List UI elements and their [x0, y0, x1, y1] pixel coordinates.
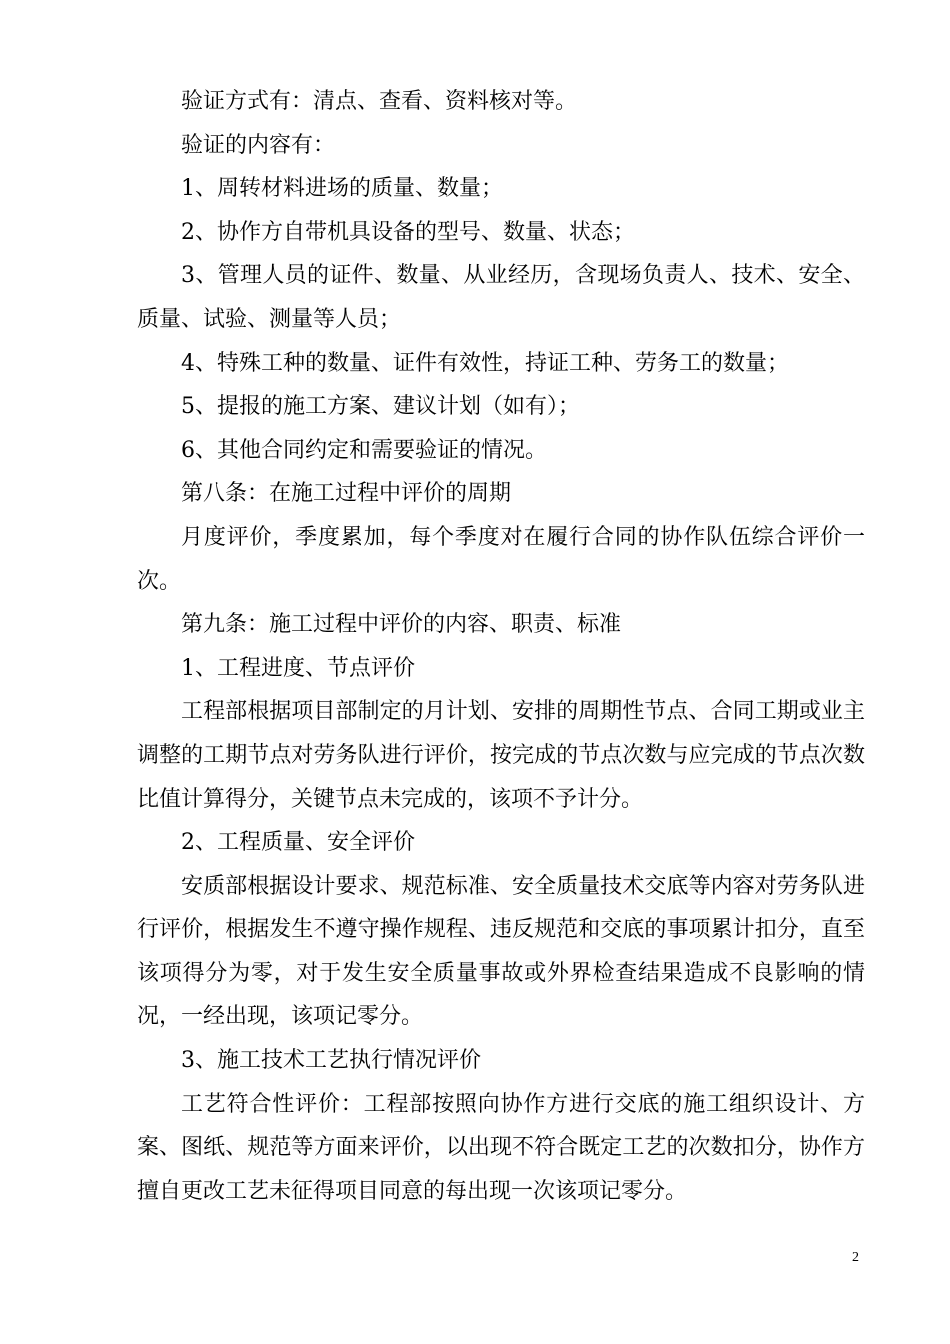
- section-1-body: 工程部根据项目部制定的月计划、安排的周期性节点、合同工期或业主调整的工期节点对劳务队进行评价，按完成的节点次数与应完成的节点次数比值计算得分，关键节点未完成的，该项不予计分。: [137, 699, 865, 812]
- list-item-6: 6、其他合同约定和需要验证的情况。: [181, 437, 547, 463]
- list-item-4: 4、特殊工种的数量、证件有效性，持证工种、劳务工的数量；: [181, 350, 789, 376]
- section-2-body: 安质部根据设计要求、规范标准、安全质量技术交底等内容对劳务队进行评价，根据发生不遵守操作规程、违反规范和交底的事项累计扣分，直至该项得分为零，对于发生安全质量事故或外界检查结果造成不良影响的情况，一经出现，该项记零分。: [137, 873, 865, 1030]
- list-item-3: 3、管理人员的证件、数量、从业经历，含现场负责人、技术、安全、质量、试验、测量等人员；: [137, 263, 865, 332]
- article-9-heading: 第九条：施工过程中评价的内容、职责、标准: [181, 612, 622, 638]
- article-8-heading: 第八条：在施工过程中评价的周期: [181, 481, 512, 507]
- section-3-body: 工艺符合性评价：工程部按照向协作方进行交底的施工组织设计、方案、图纸、规范等方面来评价，以出现不符合既定工艺的次数扣分，协作方擅自更改工艺未征得项目同意的每出现一次该项记零分。: [137, 1091, 865, 1204]
- section-2-heading: 2、工程质量、安全评价: [181, 830, 415, 856]
- document-body: [137, 80, 865, 1213]
- section-1-heading: 1、工程进度、节点评价: [181, 655, 415, 681]
- list-item-5: 5、提报的施工方案、建议计划（如有）；: [181, 394, 580, 420]
- paragraph-verification-content-heading: 验证的内容有：: [181, 132, 336, 158]
- article-8-body: 月度评价，季度累加，每个季度对在履行合同的协作队伍综合评价一次。: [137, 524, 865, 594]
- section-3-heading: 3、施工技术工艺执行情况评价: [181, 1048, 481, 1074]
- list-item-2: 2、协作方自带机具设备的型号、数量、状态；: [181, 219, 635, 245]
- list-item-1: 1、周转材料进场的质量、数量；: [181, 176, 503, 202]
- page-number: 2: [852, 1250, 859, 1265]
- paragraph-verification-methods: 验证方式有：清点、查看、资料核对等。: [181, 89, 578, 114]
